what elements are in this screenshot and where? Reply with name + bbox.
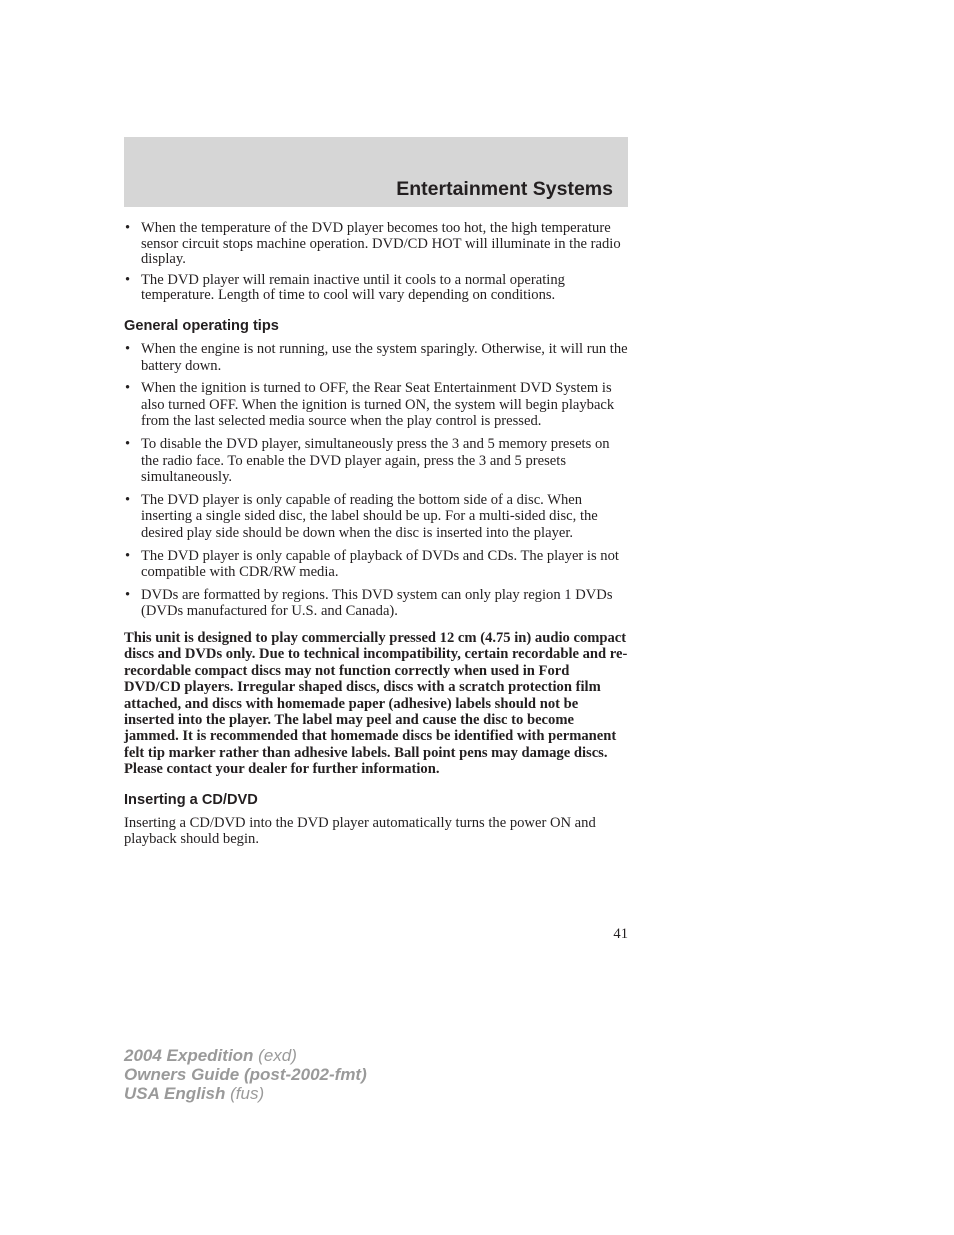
page-content	[124, 221, 628, 847]
footer-line-language	[124, 1084, 367, 1103]
list-item	[124, 548, 628, 581]
footer-model-code: (exd)	[253, 1046, 297, 1065]
bullet-icon: •	[125, 271, 131, 288]
list-item	[124, 492, 628, 542]
bullet-icon: •	[125, 220, 131, 236]
inserting-heading: Inserting a CD/DVD	[124, 791, 258, 808]
bullet-icon: •	[125, 547, 131, 564]
list-item-text: The DVD player is only capable of playback of DVDs and CDs. The player is not compatible with CDR/RW media.	[141, 547, 619, 581]
list-item	[124, 587, 628, 620]
list-item-text: The DVD player will remain inactive until it cools to a normal operating temperature. Length of time to cool will vary depending on conditions.	[141, 271, 565, 304]
footer-line-guide	[124, 1065, 367, 1084]
footer-language-code: (fus)	[225, 1084, 265, 1103]
list-item-text: DVDs are formatted by regions. This DVD system can only play region 1 DVDs (DVDs manufactured for U.S. and Canada).	[141, 586, 613, 620]
list-item-text: When the ignition is turned to OFF, the Rear Seat Entertainment DVD System is also turned OFF. When the ignition is turned ON, the system will begin playback from the last selected media source when the play control is pressed.	[141, 380, 615, 430]
list-item	[124, 221, 628, 268]
bullet-icon: •	[125, 340, 131, 357]
footer-guide-name: Owners Guide (post-2002-fmt)	[124, 1065, 367, 1084]
general-tips-heading: General operating tips	[124, 317, 279, 334]
list-item-text: When the temperature of the DVD player becomes too hot, the high temperature sensor circuit stops machine operation. DVD/CD HOT will illuminate in the radio display.	[141, 220, 621, 268]
document-footer	[124, 1046, 367, 1103]
bullet-icon: •	[125, 586, 131, 603]
footer-model-name: 2004 Expedition	[124, 1046, 254, 1065]
bullet-icon: •	[125, 435, 131, 452]
section-header-band	[124, 137, 628, 207]
bullet-icon: •	[125, 491, 131, 508]
general-tips-list	[124, 341, 628, 620]
disc-warning-paragraph: This unit is designed to play commercially pressed 12 cm (4.75 in) audio compact discs and DVDs only. Due to technical incompatibility, certain recordable and re-recordable compact discs may not function correctly when used in Ford DVD/CD players. Irregular shaped discs, discs with a scratch protection film attached, and discs with homemade paper (adhesive) labels should not be inserted into the player. The label may peel and cause the disc to become jammed. It is recommended that homemade discs be identified with permanent felt tip marker rather than adhesive labels. Ball point pens may damage discs. Please contact your dealer for further information.	[124, 629, 628, 778]
footer-language: USA English	[124, 1084, 226, 1103]
list-item	[124, 436, 628, 486]
bullet-icon: •	[125, 380, 131, 397]
footer-line-model	[124, 1046, 367, 1065]
list-item-text: When the engine is not running, use the system sparingly. Otherwise, it will run the battery down.	[141, 340, 628, 374]
list-item-text: The DVD player is only capable of reading the bottom side of a disc. When inserting a single sided disc, the label should be up. For a multi-sided disc, the desired play side should be down when the disc is inserted into the player.	[141, 491, 598, 541]
list-item	[124, 273, 628, 304]
list-item-text: To disable the DVD player, simultaneously press the 3 and 5 memory presets on the radio face. To enable the DVD player again, press the 3 and 5 presets simultaneously.	[141, 435, 610, 486]
intro-bullet-list	[124, 221, 628, 304]
list-item	[124, 341, 628, 374]
list-item	[124, 380, 628, 430]
page-number: 41	[613, 926, 628, 942]
section-title: Entertainment Systems	[396, 178, 613, 200]
inserting-paragraph: Inserting a CD/DVD into the DVD player automatically turns the power ON and playback should begin.	[124, 814, 596, 847]
